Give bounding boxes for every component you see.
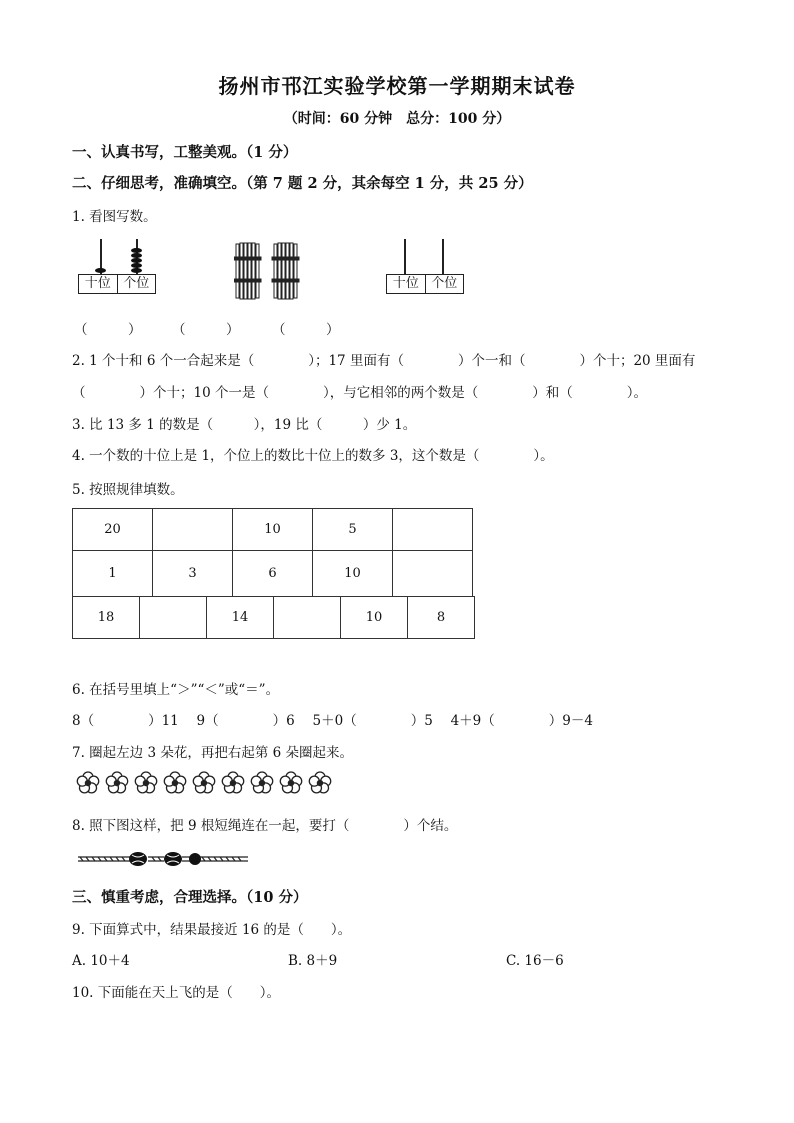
pattern-cell: 10 <box>341 597 408 639</box>
option-b[interactable]: B. 8＋9 <box>288 953 338 969</box>
question-2-line-2: （ ）个十；10 个一是（ ），与它相邻的两个数是（ ）和（ ）。 <box>72 385 647 401</box>
flower-icon[interactable] <box>163 771 187 795</box>
pattern-cell: 3 <box>153 551 233 597</box>
stick-bundles-image <box>234 241 314 303</box>
answer-blank: （ ） <box>172 322 240 338</box>
pattern-cell[interactable] <box>153 509 233 551</box>
question-1: 1. 看图写数。 <box>72 209 157 225</box>
answer-blank: （ ） <box>74 322 142 338</box>
pattern-cell: 8 <box>408 597 475 639</box>
pattern-cell: 20 <box>73 509 153 551</box>
question-2-line-1: 2. 1 个十和 6 个一合起来是（ ）；17 里面有（ ）个一和（ ）个十；20 里面有 <box>72 353 696 369</box>
section-1-heading: 一、认真书写，工整美观。（1 分） <box>72 144 298 161</box>
tens-place-label: 十位 <box>392 276 419 291</box>
page-title: 扬州市邗江实验学校第一学期期末试卷 <box>218 74 576 98</box>
question-8: 8. 照下图这样，把 9 根短绳连在一起，要打（ ）个结。 <box>72 818 458 834</box>
flower-icon[interactable] <box>192 771 216 795</box>
question-5: 5. 按照规律填数。 <box>72 482 184 498</box>
option-c[interactable]: C. 16－6 <box>506 953 564 969</box>
flower-icon[interactable] <box>76 771 100 795</box>
question-7: 7. 圈起左边 3 朵花，再把右起第 6 朵圈起来。 <box>72 745 354 761</box>
question-9: 9. 下面算式中，结果最接近 16 的是（ ）。 <box>72 922 352 938</box>
flower-icon[interactable] <box>134 771 158 795</box>
section-2-heading: 二、仔细思考，准确填空。（第 7 题 2 分，其余每空 1 分，共 25 分） <box>72 175 533 192</box>
option-a[interactable]: A. 10＋4 <box>72 953 130 969</box>
pattern-table-bottom <box>72 596 475 639</box>
pattern-cell: 5 <box>313 509 393 551</box>
knotted-rope-image <box>78 850 250 868</box>
pattern-cell: 1 <box>73 551 153 597</box>
pattern-cell[interactable] <box>393 509 473 551</box>
abacus-bead <box>95 268 106 273</box>
flower-icon[interactable] <box>308 771 332 795</box>
question-3: 3. 比 13 多 1 的数是（ ），19 比（ ）少 1。 <box>72 417 417 433</box>
abacus-figure-1 <box>78 236 156 296</box>
question-6-items: 8（ ）11 9（ ）6 5＋0（ ）5 4＋9（ ）9－4 <box>72 713 593 729</box>
abacus-figure-2 <box>386 236 464 296</box>
question-1-figures <box>74 236 494 306</box>
question-10: 10. 下面能在天上飞的是（ ）。 <box>72 985 281 1001</box>
question-4: 4. 一个数的十位上是 1，个位上的数比十位上的数多 3，这个数是（ ）。 <box>72 448 554 464</box>
pattern-cell: 14 <box>207 597 274 639</box>
pattern-cell: 10 <box>313 551 393 597</box>
flower-icon[interactable] <box>279 771 303 795</box>
flower-icon[interactable] <box>250 771 274 795</box>
place-value-frame <box>78 274 156 294</box>
flower-row <box>76 771 332 795</box>
tens-place-label: 十位 <box>84 276 111 291</box>
flower-icon[interactable] <box>221 771 245 795</box>
place-value-frame <box>386 274 464 294</box>
ones-place-label: 个位 <box>117 275 156 293</box>
answer-blank: （ ） <box>272 322 340 338</box>
pattern-cell: 6 <box>233 551 313 597</box>
exam-info: （时间：60 分钟 总分：100 分） <box>283 111 511 127</box>
ones-place-label: 个位 <box>425 275 464 293</box>
pattern-table-top <box>72 508 473 597</box>
flower-icon[interactable] <box>105 771 129 795</box>
pattern-cell: 10 <box>233 509 313 551</box>
pattern-cell[interactable] <box>393 551 473 597</box>
section-3-heading: 三、慎重考虑，合理选择。（10 分） <box>72 889 308 906</box>
pattern-cell[interactable] <box>274 597 341 639</box>
abacus-bead <box>131 268 142 273</box>
pattern-cell[interactable] <box>140 597 207 639</box>
question-6: 6. 在括号里填上“＞”“＜”或“＝”。 <box>72 682 280 698</box>
pattern-cell: 18 <box>73 597 140 639</box>
